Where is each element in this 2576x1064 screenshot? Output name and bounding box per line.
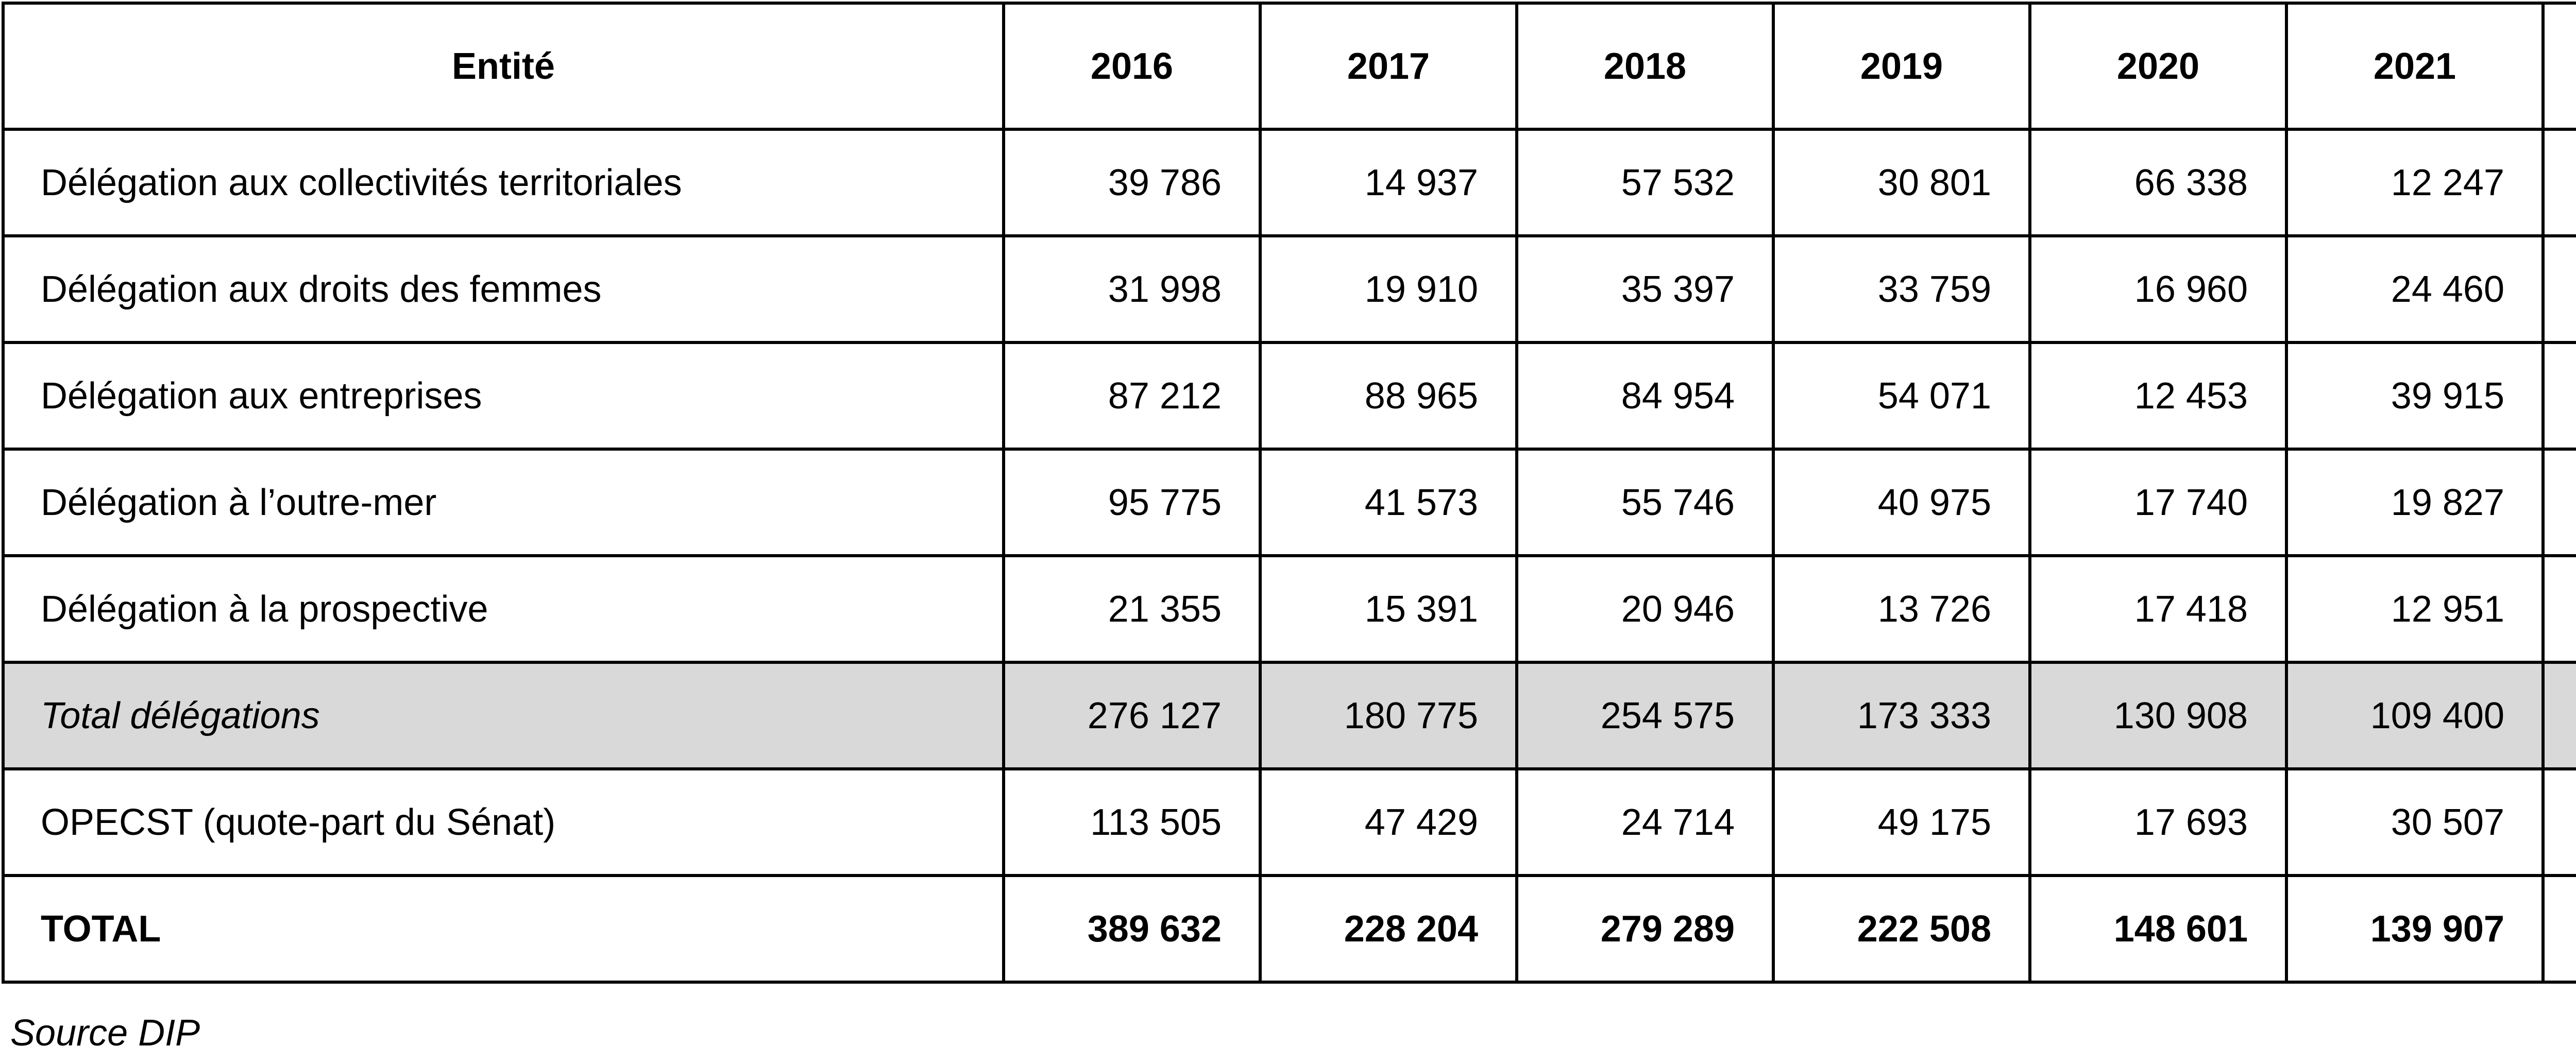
header-year-2022 [2543, 3, 2576, 129]
header-year-2017: 2017 [1260, 3, 1517, 129]
cell-2021: 139 907 [2286, 876, 2543, 982]
cell-2016: 276 127 [1004, 662, 1260, 769]
table-row [3, 769, 2576, 876]
cell-2016: 389 632 [1004, 876, 1260, 982]
header-year-2016: 2016 [1004, 3, 1260, 129]
total-row [3, 876, 2576, 982]
table-row [3, 449, 2576, 556]
row-label: TOTAL [3, 876, 1004, 982]
cell-2017: 19 910 [1260, 236, 1517, 342]
table-body [3, 129, 2576, 982]
cell-2018: 20 946 [1517, 556, 1773, 662]
cell-2021: 109 400 [2286, 662, 2543, 769]
cell-2018: 55 746 [1517, 449, 1773, 556]
cell-2016: 113 505 [1004, 769, 1260, 876]
cell-2016: 31 998 [1004, 236, 1260, 342]
cell-2016: 95 775 [1004, 449, 1260, 556]
cell-2018: 35 397 [1517, 236, 1773, 342]
cell-2016: 39 786 [1004, 129, 1260, 236]
cell-2020: 17 693 [2030, 769, 2286, 876]
header-year-2020: 2020 [2030, 3, 2286, 129]
cell-2019: 49 175 [1773, 769, 2030, 876]
cell-2022 [2543, 556, 2576, 662]
cell-2019: 54 071 [1773, 342, 2030, 449]
cell-2018: 84 954 [1517, 342, 1773, 449]
cell-2018: 57 532 [1517, 129, 1773, 236]
cell-2020: 12 453 [2030, 342, 2286, 449]
cell-2017: 228 204 [1260, 876, 1517, 982]
cell-2019: 13 726 [1773, 556, 2030, 662]
cell-2022 [2543, 662, 2576, 769]
cell-2019: 222 508 [1773, 876, 2030, 982]
table-row [3, 129, 2576, 236]
cell-2022 [2543, 236, 2576, 342]
cell-2016: 87 212 [1004, 342, 1260, 449]
cell-2021: 12 247 [2286, 129, 2543, 236]
cell-2022 [2543, 769, 2576, 876]
budget-table [2, 2, 2576, 984]
cell-2019: 173 333 [1773, 662, 2030, 769]
row-label: Délégation aux entreprises [3, 342, 1004, 449]
cell-2016: 21 355 [1004, 556, 1260, 662]
cell-2021: 19 827 [2286, 449, 2543, 556]
row-label: Délégation aux collectivités territoriales [3, 129, 1004, 236]
cell-2017: 41 573 [1260, 449, 1517, 556]
cell-2020: 17 418 [2030, 556, 2286, 662]
cell-2020: 66 338 [2030, 129, 2286, 236]
header-year-2021: 2021 [2286, 3, 2543, 129]
cell-2017: 88 965 [1260, 342, 1517, 449]
subtotal-row [3, 662, 2576, 769]
cell-2022 [2543, 876, 2576, 982]
cell-2018: 279 289 [1517, 876, 1773, 982]
row-label: Total délégations [3, 662, 1004, 769]
cell-2018: 24 714 [1517, 769, 1773, 876]
table-row [3, 342, 2576, 449]
cell-2021: 30 507 [2286, 769, 2543, 876]
cell-2020: 148 601 [2030, 876, 2286, 982]
cell-2022 [2543, 449, 2576, 556]
row-label: Délégation aux droits des femmes [3, 236, 1004, 342]
table-row [3, 236, 2576, 342]
cell-2021: 39 915 [2286, 342, 2543, 449]
cell-2017: 15 391 [1260, 556, 1517, 662]
cell-2019: 40 975 [1773, 449, 2030, 556]
header-entity: Entité [3, 3, 1004, 129]
cell-2017: 14 937 [1260, 129, 1517, 236]
cell-2020: 130 908 [2030, 662, 2286, 769]
cell-2020: 16 960 [2030, 236, 2286, 342]
row-label: Délégation à l’outre-mer [3, 449, 1004, 556]
cell-2022 [2543, 342, 2576, 449]
header-year-2019: 2019 [1773, 3, 2030, 129]
cell-2017: 180 775 [1260, 662, 1517, 769]
row-label: OPECST (quote-part du Sénat) [3, 769, 1004, 876]
cell-2021: 12 951 [2286, 556, 2543, 662]
table-row [3, 556, 2576, 662]
cell-2022 [2543, 129, 2576, 236]
cell-2019: 33 759 [1773, 236, 2030, 342]
header-year-2018: 2018 [1517, 3, 1773, 129]
cell-2017: 47 429 [1260, 769, 1517, 876]
row-label: Délégation à la prospective [3, 556, 1004, 662]
source-note: Source DIP [10, 1012, 200, 1054]
table-header-row [3, 3, 2576, 129]
cell-2020: 17 740 [2030, 449, 2286, 556]
cell-2018: 254 575 [1517, 662, 1773, 769]
cell-2019: 30 801 [1773, 129, 2030, 236]
cell-2021: 24 460 [2286, 236, 2543, 342]
